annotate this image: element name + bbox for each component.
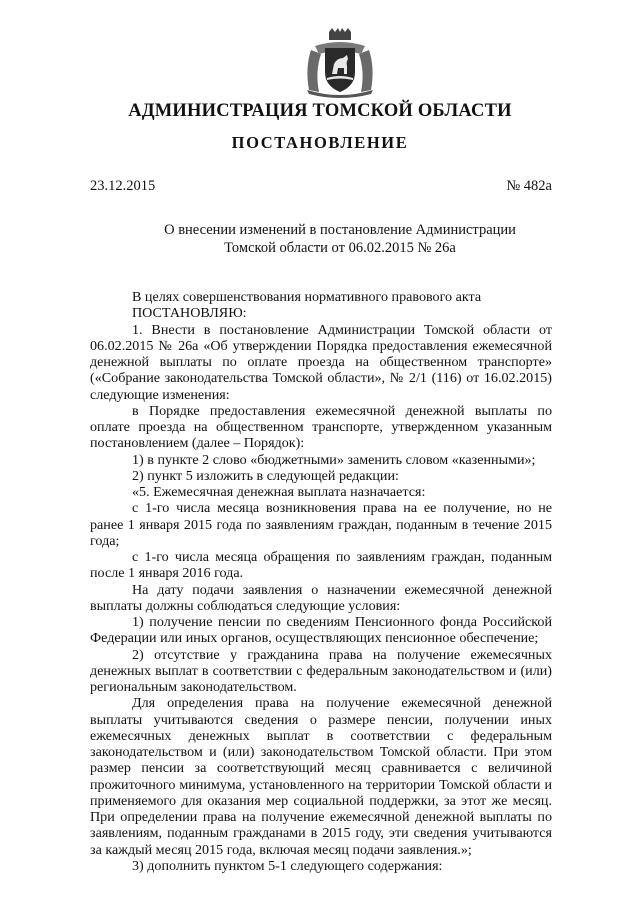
body-paragraph: 1) в пункте 2 слово «бюджетными» заменить словом «казенными»; [132, 451, 536, 468]
document-body [90, 289, 552, 874]
body-paragraph: 1) получение пенсии по сведениям Пенсионного фонда Российской Федерации или иных органов, осуществляющих пенсионное обеспечение; [90, 614, 552, 647]
body-paragraph: Для определения права на получение ежемесячной денежной выплаты учитываются сведения о размере пенсии, получении иных ежемесячных денежных выплат в соответствии с федеральным законодательством и (или) законодательством Томской области. При этом размер пенсии за соответствующий месяц сравнивается с величиной прожиточного минимума, установленного на территории Томской области и применяемого для оказания мер социальной поддержки, за этот же месяц. При определении права на получение ежемесячной денежной выплаты по заявлениям, поданным гражданами в 2015 году, эти сведения учитываются за каждый месяц 2015 года, включая месяц подачи заявления.»; [90, 695, 552, 858]
organization-title: АДМИНИСТРАЦИЯ ТОМСКОЙ ОБЛАСТИ [128, 101, 512, 121]
resolution-keyword: ПОСТАНОВЛЯЮ: [132, 305, 247, 322]
body-paragraph: 2) пункт 5 изложить в следующей редакции: [132, 467, 399, 484]
document-date: 23.12.2015 [90, 178, 156, 194]
body-paragraph: 3) дополнить пунктом 5-1 следующего содержания: [132, 857, 443, 874]
body-paragraph: 1. Внести в постановление Администрации Томской области от 06.02.2015 № 26а «Об утверждении Порядка предоставления ежемесячной денежной выплаты по оплате проезда на общественном транспорте» («Собрание законодательства Томской области», № 2/1 (116) от 16.02.2015) следующие изменения: [90, 321, 552, 403]
document-subject [140, 221, 540, 257]
document-type-heading: ПОСТАНОВЛЕНИЕ [231, 133, 409, 152]
body-paragraph: На дату подачи заявления о назначении ежемесячной денежной выплаты должны соблюдаться следующие условия: [90, 581, 552, 614]
document-number: № 482а [506, 178, 552, 194]
subject-line: О внесении изменений в постановление Администрации [164, 222, 516, 238]
body-paragraph: с 1-го числа месяца обращения по заявлениям граждан, поданным после 1 января 2016 года. [90, 549, 552, 582]
subject-line: Томской области от 06.02.2015 № 26а [224, 240, 456, 256]
body-paragraph: в Порядке предоставления ежемесячной денежной выплаты по оплате проезда на общественном транспорте, утвержденном указанным постановлением (далее – Порядок): [90, 402, 552, 452]
body-paragraph: «5. Ежемесячная денежная выплата назначается: [132, 484, 426, 500]
coat-of-arms-icon [301, 28, 379, 98]
preamble-paragraph: В целях совершенствования нормативного правового акта [132, 289, 482, 305]
body-paragraph: с 1-го числа месяца возникновения права на ее получение, но не ранее 1 января 2015 года по заявлениям граждан, поданным в течение 2015 года; [90, 500, 552, 549]
body-paragraph: 2) отсутствие у гражданина права на получение ежемесячных денежных выплат в соответствии с федеральным законодательством и (или) региональным законодательством. [90, 646, 552, 695]
